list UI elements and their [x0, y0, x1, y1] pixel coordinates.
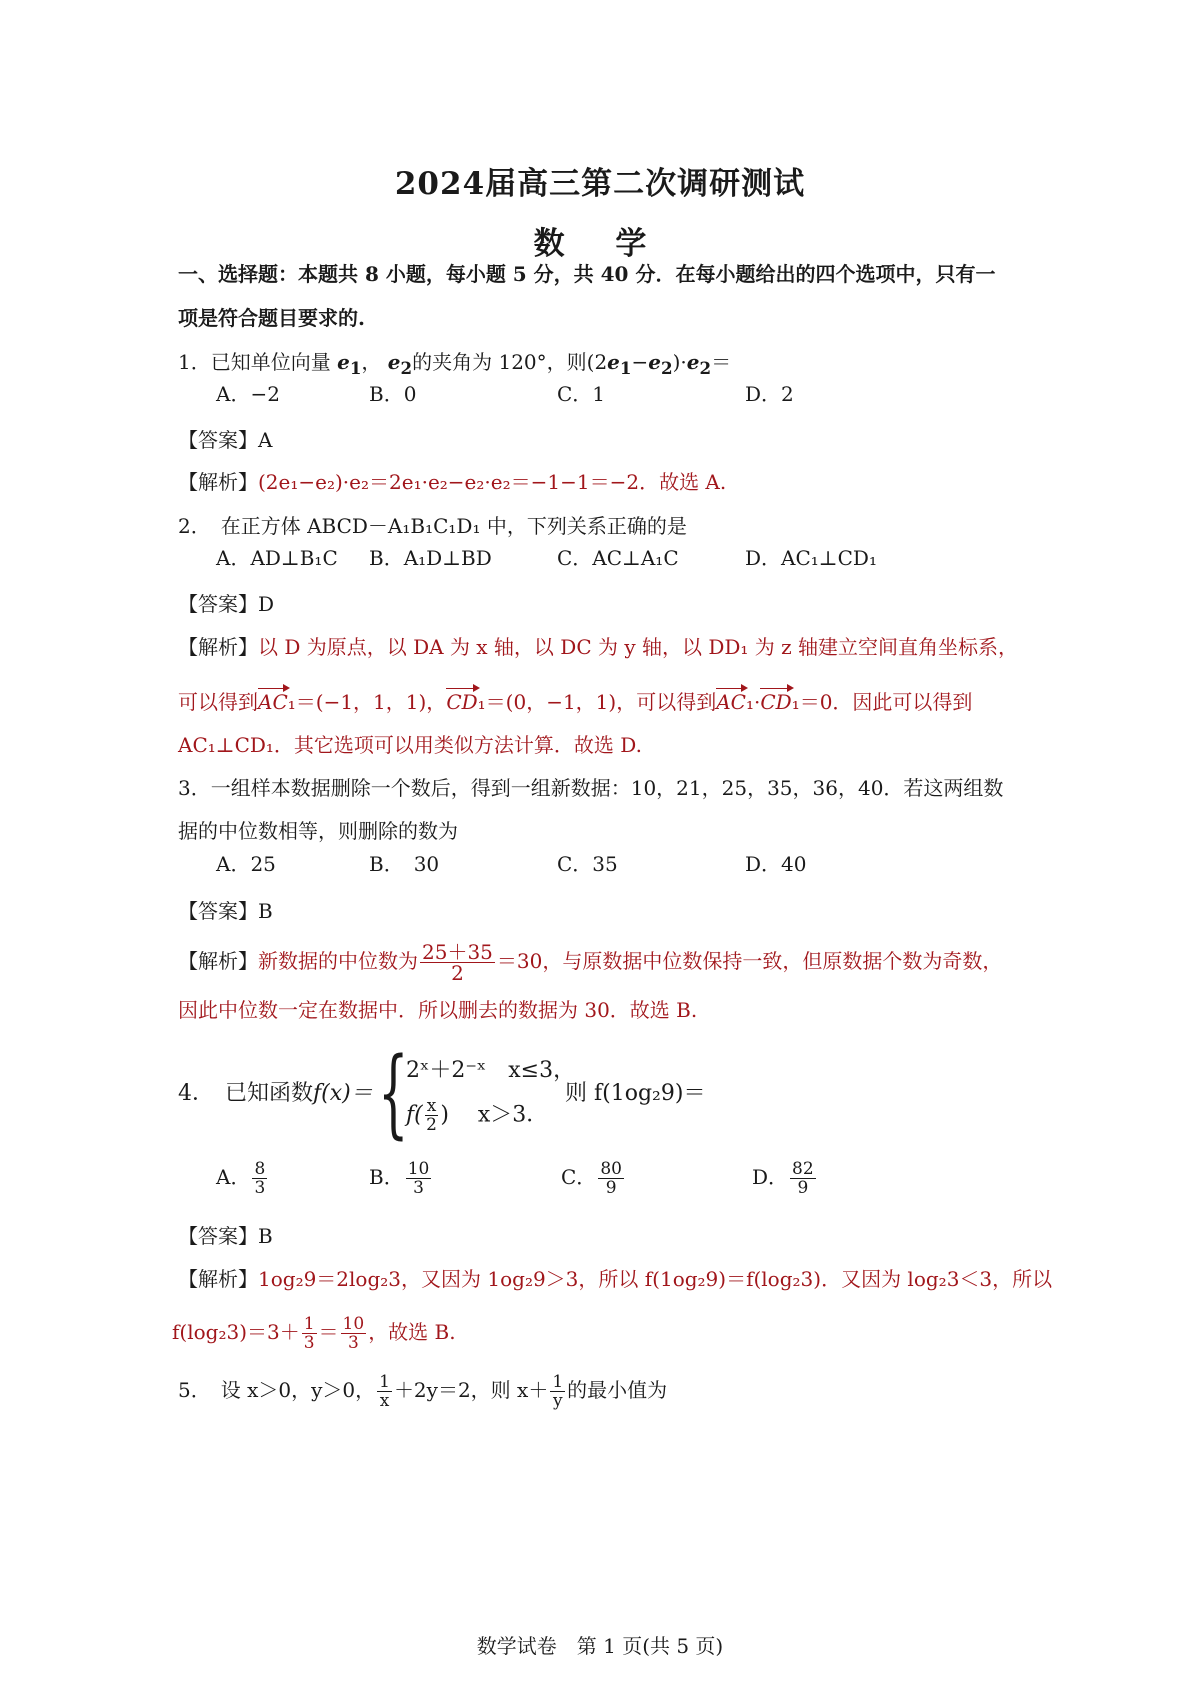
- q1-option-c: C．1: [557, 382, 606, 406]
- brace-icon: {: [378, 1037, 409, 1149]
- q3-option-c: C．35: [557, 852, 618, 876]
- subject-title: 数 学: [533, 226, 667, 262]
- q3-stem-line1: 3．一组样本数据删除一个数后，得到一组新数据：10，21，25，35，36，40．若这两组数: [178, 776, 1004, 800]
- q2-answer: 【答案】D: [178, 592, 275, 616]
- median-fraction: $\frac{25+35}{2}$: [422, 940, 493, 985]
- q4-case2: f( $\frac{x}{2}$ ) x＞3．: [406, 1096, 549, 1135]
- q2-analysis-line2: 可以得到AC₁＝(−1，1，1)，CD₁＝(0，−1，1)，可以得到AC₁·CD₁＝0．因此可以得到: [178, 690, 973, 714]
- q4-case1: 2ˣ＋2⁻ˣ x≤3，: [406, 1058, 576, 1083]
- q2-analysis-line1: 【解析】以 D 为原点，以 DA 为 x 轴，以 DC 为 y 轴，以 DD₁ 为 z 轴建立空间直角坐标系，: [178, 635, 1019, 659]
- exam-title: 2024届高三第二次调研测试: [394, 166, 806, 202]
- q3-analysis-line1: 【解析】新数据的中位数为 $\frac{25+35}{2}$ ＝30，与原数据中位数保持一致，但原数据个数为奇数，: [178, 940, 1003, 985]
- section-instructions-line2: 项是符合题目要求的.: [178, 306, 365, 330]
- q4-stem-prefix: 4． 已知函数f(x)＝: [178, 1081, 373, 1106]
- q2-option-d: D．AC₁⊥CD₁: [745, 546, 877, 570]
- q4-option-b: B． $\frac{10}{3}$: [369, 1159, 430, 1198]
- q4-analysis-line2: f(log₂3)＝3＋ $\frac{1}{3}$ ＝ $\frac{10}{3}$ ，故选 B.: [172, 1314, 456, 1353]
- section-instructions-line1: 一、选择题：本题共 8 小题，每小题 5 分，共 40 分．在每小题给出的四个选项中，只有一: [178, 262, 996, 286]
- q3-option-b: B． 30: [369, 852, 440, 876]
- q1-answer: 【答案】A: [178, 428, 273, 452]
- q3-answer: 【答案】B: [178, 899, 273, 923]
- vector-ac1-dot: AC: [716, 690, 746, 714]
- q2-option-c: C．AC⊥A₁C: [557, 546, 679, 570]
- q1-option-a: A．−2: [216, 382, 280, 406]
- q3-option-a: A．25: [216, 852, 276, 876]
- q2-stem: 2． 在正方体 ABCD－A₁B₁C₁D₁ 中，下列关系正确的是: [178, 514, 687, 538]
- q2-analysis-line3: AC₁⊥CD₁．其它选项可以用类似方法计算．故选 D.: [178, 733, 642, 757]
- q4-piecewise: [378, 1037, 578, 1149]
- q4-option-c: C． $\frac{80}{9}$: [561, 1159, 622, 1198]
- q5-stem: 5． 设 x＞0，y＞0， $\frac{1}{x}$ ＋2y＝2，则 x＋ $\frac{1}{y}$ 的最小值为: [178, 1372, 668, 1411]
- q1-analysis: 【解析】(2e₁−e₂)·e₂＝2e₁·e₂−e₂·e₂＝−1−1＝−2．故选 A.: [178, 470, 727, 494]
- q2-option-a: A．AD⊥B₁C: [216, 546, 338, 570]
- vector-ac1: AC: [258, 690, 288, 714]
- q4-analysis-line1: 【解析】1og₂9＝2log₂3，又因为 1og₂9＞3，所以 f(1og₂9)＝f(log₂3)．又因为 log₂3＜3，所以: [178, 1267, 1053, 1291]
- q3-option-d: D．40: [745, 852, 807, 876]
- q1-stem: 1．已知单位向量 $e_1$， $e_2$的夹角为 120°，则$(2e_1-e_2)\cdot e_2=$: [178, 350, 732, 378]
- q4-option-d: D． $\frac{82}{9}$: [752, 1159, 814, 1198]
- q1-option-d: D．2: [745, 382, 794, 406]
- vector-cd1-dot: CD: [760, 690, 792, 714]
- q4-stem-suffix: 则 f(1og₂9)＝: [565, 1081, 706, 1106]
- q1-option-b: B．0: [369, 382, 417, 406]
- q4-option-a: A． $\frac{8}{3}$: [216, 1159, 266, 1198]
- page-footer: 数学试卷 第 1 页(共 5 页): [476, 1634, 724, 1658]
- q4-answer: 【答案】B: [178, 1224, 273, 1248]
- q3-stem-line2: 据的中位数相等，则删除的数为: [178, 819, 458, 843]
- vector-cd1: CD: [446, 690, 478, 714]
- q2-option-b: B．A₁D⊥BD: [369, 546, 492, 570]
- q3-analysis-line2: 因此中位数一定在数据中．所以删去的数据为 30．故选 B.: [178, 998, 698, 1022]
